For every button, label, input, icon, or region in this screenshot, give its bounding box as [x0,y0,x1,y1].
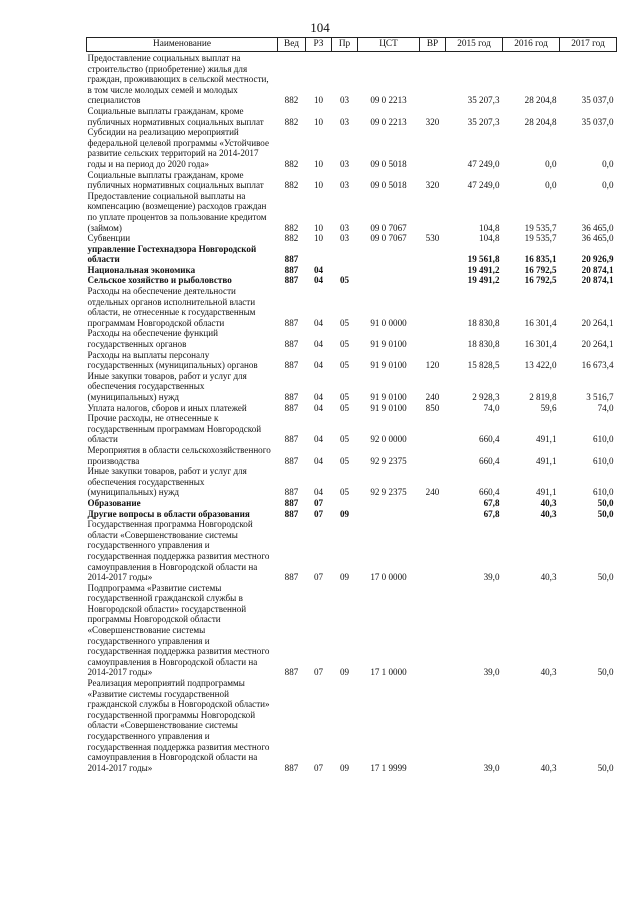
cell-name: Подпрограмма «Развитие системы государственной гражданской службы в Новгородской области» государственной программы Новгородской области «Совершенствование системы государственного управления и государственная поддержка развития местного самоуправления в Новгородской области на 2014-2017 годы» [87,582,270,678]
cell-2016: 16 301,4 [524,317,557,328]
cell-vr: 120 [425,360,440,371]
cell-2017: 36 465,0 [581,233,614,244]
cell-2016: 491,1 [536,455,557,466]
cell-pr: 03 [339,95,350,106]
cell-ved: 882 [284,116,299,127]
table-row [87,244,617,265]
cell-pr: 09 [339,572,350,583]
cell-2017: 0,0 [602,158,614,169]
cell-2015: 2 928,3 [472,392,500,402]
cell-name: Социальные выплаты гражданам, кроме публичных нормативных социальных выплат [87,169,264,191]
cell-2017: 0,0 [602,180,614,191]
cell-2017: 50,0 [597,762,614,773]
cell-2015: 104,8 [479,222,500,233]
cell-2015: 39,0 [483,572,500,583]
column-header-2016: 2016 год [503,38,560,52]
cell-name: управление Гостехнадзора Новгородской области [87,243,257,265]
cell-cst: 92 9 2375 [370,487,407,498]
cell-name: Предоставление социальной выплаты на компенсацию (возмещение) расходов граждан по уплате процентов за пользование кредитом (займом) [87,190,267,233]
cell-vr [420,127,446,169]
cell-pr [332,498,358,509]
cell-pr: 09 [339,762,350,773]
column-header-2015: 2015 год [446,38,503,52]
cell-vr [420,275,446,286]
cell-name: Национальная экономика [87,264,196,275]
cell-vr [420,583,446,678]
cell-pr: 03 [339,233,350,244]
cell-rz: 04 [313,317,324,328]
cell-name: Субсидии на реализацию мероприятий федеральной целевой программы «Устойчивое развитие сельских территорий на 2014-2017 годы и на период до 2020 года» [87,127,269,169]
cell-vr: 320 [425,116,440,127]
cell-2016: 0,0 [545,180,557,191]
cell-2015: 660,4 [479,455,500,466]
cell-name: Мероприятия в области сельскохозяйственного производства [87,444,271,466]
cell-2016: 491,1 [536,434,557,445]
cell-2017: 20 264,1 [581,317,614,328]
cell-2015: 104,8 [479,233,500,244]
cell-2017: 3 516,7 [586,392,614,402]
cell-cst: 91 9 0100 [370,392,407,402]
table-row [87,509,617,520]
cell-rz [306,244,332,265]
cell-vr: 530 [425,233,440,244]
cell-vr: 320 [425,180,440,191]
cell-2017: 20 926,9 [581,254,614,265]
table-row [87,52,617,106]
cell-ved: 887 [284,497,299,508]
table-body [87,52,617,774]
cell-rz: 07 [313,667,324,678]
cell-cst [358,498,420,509]
cell-rz: 10 [313,116,324,127]
cell-ved: 887 [284,275,299,286]
cell-2016: 40,3 [540,497,557,508]
cell-2015: 660,4 [479,487,500,498]
cell-2015: 35 207,3 [467,95,500,106]
cell-rz: 04 [313,402,324,413]
cell-ved: 882 [284,95,299,106]
cell-cst: 17 0 0000 [370,572,407,583]
table-row [87,265,617,276]
table-row [87,498,617,509]
cell-name: Другие вопросы в области образования [87,508,250,519]
cell-ved: 887 [284,339,299,350]
cell-pr: 05 [339,275,350,286]
cell-2017: 610,0 [593,455,614,466]
cell-name: Расходы на обеспечение деятельности отдельных органов исполнительной власти области, не отнесенные к государственным программам Новгородской области [87,286,256,328]
cell-2016: 40,3 [540,667,557,678]
cell-cst: 91 9 0100 [370,339,407,350]
cell-2016: 2 819,8 [529,392,557,402]
cell-pr: 05 [339,402,350,413]
cell-rz: 07 [313,497,324,508]
cell-2017: 35 037,0 [581,116,614,127]
table-row [87,445,617,466]
column-header-vr: ВР [420,38,446,52]
table-row [87,328,617,349]
cell-pr: 03 [339,180,350,191]
cell-pr: 05 [339,317,350,328]
table-row [87,170,617,191]
cell-vr [420,509,446,520]
cell-cst: 91 9 0100 [370,360,407,371]
cell-vr [420,265,446,276]
table-row [87,106,617,127]
cell-vr [420,52,446,106]
cell-cst: 09 0 2213 [370,95,407,106]
cell-2016: 16 301,4 [524,339,557,350]
cell-pr: 05 [339,339,350,350]
table-row [87,275,617,286]
cell-2017: 610,0 [593,487,614,498]
table-row [87,371,617,403]
column-header-cst: ЦСТ [358,38,420,52]
cell-rz: 10 [313,180,324,191]
cell-ved: 887 [284,487,299,498]
cell-rz: 10 [313,95,324,106]
cell-name: Уплата налогов, сборов и иных платежей [87,402,247,413]
cell-2015: 39,0 [483,667,500,678]
cell-vr [420,413,446,445]
cell-pr: 09 [339,508,350,519]
cell-ved: 887 [284,317,299,328]
cell-2017: 50,0 [597,497,614,508]
cell-2016: 40,3 [540,762,557,773]
cell-2017: 20 874,1 [581,264,614,275]
cell-2015: 67,8 [483,508,500,519]
cell-name: Предоставление социальных выплат на строительство (приобретение) жилья для граждан, проживающих в сельской местности, в том числе молодых семей и молодых специалистов [87,53,269,106]
cell-2016: 16 792,5 [524,275,557,286]
cell-pr: 03 [339,222,350,233]
cell-2017: 74,0 [597,402,614,413]
column-header-ved: Вед [278,38,306,52]
cell-pr: 03 [339,158,350,169]
cell-2017: 610,0 [593,434,614,445]
cell-2015: 19 491,2 [467,275,500,286]
cell-2015: 15 828,5 [467,360,500,371]
cell-2016: 28 204,8 [524,116,557,127]
cell-2016: 40,3 [540,508,557,519]
cell-cst: 17 1 0000 [370,667,407,678]
cell-2017: 16 673,4 [581,360,614,371]
table-row [87,286,617,328]
cell-name: Прочие расходы, не отнесенные к государственным программам Новгородской области [87,413,262,445]
cell-ved: 887 [284,434,299,445]
table-row [87,466,617,498]
cell-cst: 91 0 0000 [370,317,407,328]
cell-2017: 20 264,1 [581,339,614,350]
cell-2016: 16 835,1 [524,254,557,265]
cell-cst [358,265,420,276]
cell-rz: 04 [313,360,324,371]
cell-2015: 47 249,0 [467,158,500,169]
cell-cst [358,275,420,286]
cell-name: Реализация мероприятий подпрограммы «Развитие системы государственной гражданской службы в Новгородской области» государственной программы Новгородской области «Совершенствование системы государственного управления и государственная поддержка развития местного самоуправления в Новгородской области на 2014-2017 годы» [87,678,270,773]
cell-2017: 35 037,0 [581,95,614,106]
cell-2015: 67,8 [483,497,500,508]
table-row [87,678,617,773]
cell-vr [420,519,446,583]
cell-vr [420,328,446,349]
cell-vr: 240 [425,487,440,498]
cell-2015: 74,0 [483,402,500,413]
cell-ved: 882 [284,158,299,169]
cell-vr [420,244,446,265]
cell-name: Государственная программа Новгородской области «Совершенствование системы государственного управления и государственная поддержка развития местного самоуправления в Новгородской области на 2014-2017 годы» [87,519,270,583]
table-row [87,413,617,445]
cell-2016: 491,1 [536,487,557,498]
cell-cst: 09 0 2213 [370,116,407,127]
cell-pr: 05 [339,455,350,466]
cell-cst: 92 0 0000 [370,434,407,445]
cell-2015: 39,0 [483,762,500,773]
cell-name: Социальные выплаты гражданам, кроме публичных нормативных социальных выплат [87,105,264,127]
cell-vr [420,498,446,509]
column-header-name: Наименование [87,38,278,52]
cell-vr [420,191,446,233]
cell-pr: 09 [339,667,350,678]
cell-2016: 13 422,0 [524,360,557,371]
cell-2017: 50,0 [597,508,614,519]
cell-name: Иные закупки товаров, работ и услуг для обеспечения государственных (муниципальных) нужд [87,370,247,402]
cell-2016: 0,0 [545,158,557,169]
cell-2016: 28 204,8 [524,95,557,106]
cell-cst: 09 0 7067 [370,233,407,244]
cell-rz: 04 [313,264,324,275]
table-header [87,38,617,52]
cell-cst: 09 0 5018 [370,158,407,169]
cell-rz: 10 [313,222,324,233]
cell-cst: 09 0 5018 [370,180,407,191]
cell-vr [420,286,446,328]
table-row [87,233,617,244]
cell-2017: 20 874,1 [581,275,614,286]
cell-ved: 887 [284,508,299,519]
cell-vr: 240 [425,392,440,402]
cell-2016: 40,3 [540,572,557,583]
cell-ved: 887 [284,572,299,583]
cell-2015: 35 207,3 [467,116,500,127]
cell-name: Субвенции [87,233,131,244]
table-row [87,519,617,583]
header-row [87,38,617,52]
column-header-2017: 2017 год [560,38,617,52]
cell-rz: 04 [313,339,324,350]
cell-2015: 19 491,2 [467,264,500,275]
cell-name: Иные закупки товаров, работ и услуг для обеспечения государственных (муниципальных) нужд [87,466,247,498]
page-number: 104 [310,20,330,35]
cell-2015: 660,4 [479,434,500,445]
cell-cst: 09 0 7067 [370,222,407,233]
cell-ved: 887 [284,254,299,265]
cell-vr [420,678,446,773]
cell-rz: 04 [313,487,324,498]
cell-ved: 887 [284,360,299,371]
cell-name: Расходы на выплаты персоналу государственных (муниципальных) органов [87,349,258,371]
cell-ved: 887 [284,667,299,678]
cell-rz: 07 [313,762,324,773]
cell-name: Расходы на обеспечение функций государственных органов [87,328,218,350]
cell-pr: 05 [339,360,350,371]
cell-ved: 887 [284,392,299,402]
table-row [87,350,617,371]
cell-pr [332,265,358,276]
cell-pr [332,244,358,265]
cell-2017: 50,0 [597,572,614,583]
cell-rz: 07 [313,572,324,583]
cell-ved: 887 [284,402,299,413]
cell-rz: 07 [313,508,324,519]
cell-ved: 887 [284,264,299,275]
cell-2016: 16 792,5 [524,264,557,275]
cell-pr: 05 [339,487,350,498]
cell-2017: 50,0 [597,667,614,678]
cell-rz: 04 [313,434,324,445]
cell-rz: 04 [313,275,324,286]
column-header-rz: РЗ [306,38,332,52]
cell-2016: 59,6 [540,402,557,413]
cell-ved: 882 [284,222,299,233]
cell-rz: 04 [313,455,324,466]
cell-rz: 04 [313,392,324,402]
table-row [87,583,617,678]
cell-vr [420,445,446,466]
cell-2016: 19 535,7 [524,233,557,244]
table-row [87,191,617,233]
cell-pr: 05 [339,434,350,445]
cell-cst: 91 9 0100 [370,402,407,413]
cell-cst [358,244,420,265]
cell-ved: 882 [284,233,299,244]
cell-ved: 887 [284,762,299,773]
cell-2015: 18 830,8 [467,339,500,350]
cell-ved: 887 [284,455,299,466]
cell-pr: 05 [339,392,350,402]
cell-ved: 882 [284,180,299,191]
cell-2016: 19 535,7 [524,222,557,233]
cell-cst: 17 1 9999 [370,762,407,773]
cell-rz: 10 [313,233,324,244]
cell-cst: 92 9 2375 [370,455,407,466]
cell-name: Сельское хозяйство и рыболовство [87,275,232,286]
cell-name: Образование [87,497,141,508]
cell-pr: 03 [339,116,350,127]
cell-2015: 18 830,8 [467,317,500,328]
cell-vr: 850 [425,402,440,413]
cell-rz: 10 [313,158,324,169]
cell-2015: 47 249,0 [467,180,500,191]
table-row [87,127,617,169]
table-row [87,403,617,414]
budget-table [86,37,617,773]
cell-2015: 19 561,8 [467,254,500,265]
column-header-pr: Пр [332,38,358,52]
cell-2017: 36 465,0 [581,222,614,233]
cell-cst [358,509,420,520]
